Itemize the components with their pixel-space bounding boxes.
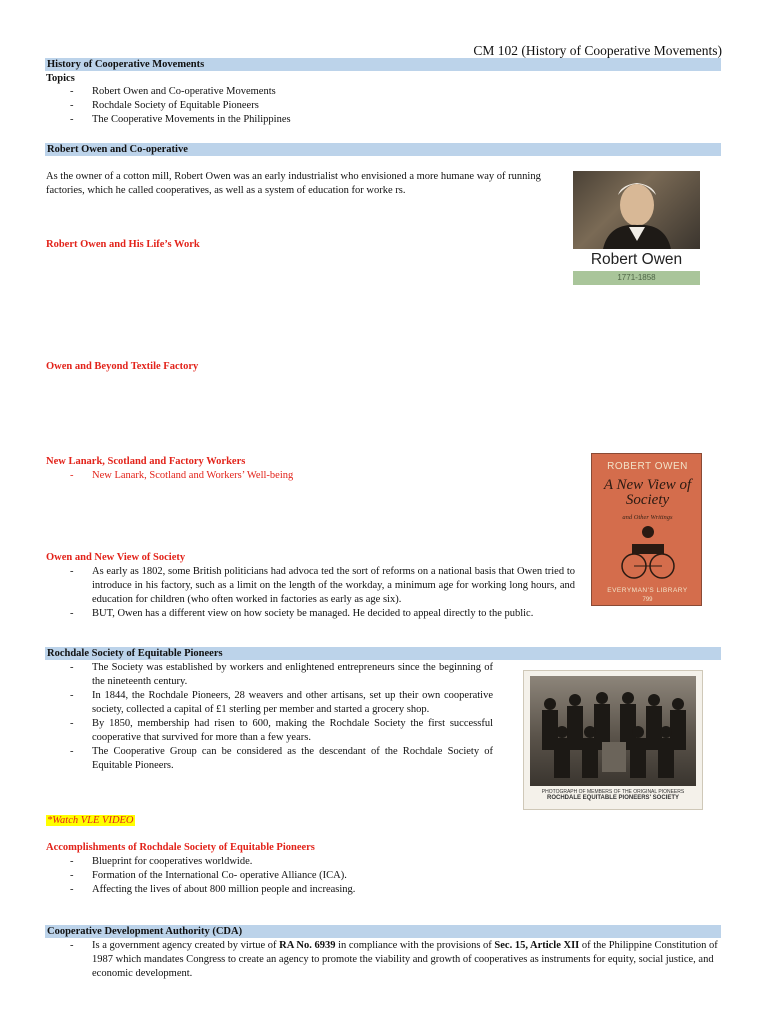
course-title: CM 102 (History of Cooperative Movements) — [473, 43, 722, 58]
portrait-photo — [573, 171, 700, 249]
watch-video-highlight: *Watch VLE VIDEO — [47, 815, 134, 826]
heading-accomplishments: Accomplishments of Rochdale Society of Equitable Pioneers — [46, 842, 315, 853]
topics-label: Topics — [46, 73, 75, 84]
book-author: ROBERT OWEN — [607, 461, 688, 472]
list-item: - As early as 1802, some British politicians had advoca ted the sort of reforms on a national basis that Owen tried to introduce in his factory, such as a limit on the length of the workday, a minimum age for working long hours, and education for children (who often worked in factories as early as age six). — [46, 565, 575, 607]
cda-section-ref: Sec. 15, Article XII — [494, 940, 580, 951]
caption-line-1: PHOTOGRAPH OF MEMBERS OF THE ORIGINAL PIONEERS — [541, 789, 685, 795]
list-item: - Affecting the lives of about 800 million people and increasing. — [46, 883, 566, 897]
cda-list — [46, 939, 722, 981]
list-item: - The Cooperative Movements in the Philippines — [46, 113, 526, 127]
rochdale-pioneers-photo — [523, 670, 703, 810]
portrait-dates: 1771-1858 — [573, 271, 700, 285]
group-photo-caption — [524, 789, 702, 801]
book-illustration — [620, 522, 676, 580]
owen-intro: As the owner of a cotton mill, Robert Owen was an early industrialist who envisioned a more humane way of running factories, which he called cooperatives, as well as a system of education for worke rs. — [46, 171, 541, 196]
topics-list — [46, 85, 526, 127]
list-item: - Robert Owen and Co-operative Movements — [46, 85, 526, 99]
list-item: - BUT, Owen has a different view on how society be managed. He decided to appeal directly to the public. — [46, 607, 575, 621]
list-item: - The Cooperative Group can be considered as the descendant of the Rochdale Society of Equitable Pioneers. — [46, 745, 493, 773]
group-photo-image — [530, 676, 696, 786]
list-item: - The Society was established by workers and enlightened entrepreneurs since the beginning of the nineteenth century. — [46, 661, 493, 689]
book-number: 799 — [642, 597, 653, 603]
rochdale-list — [46, 661, 493, 773]
heading-new-lanark: New Lanark, Scotland and Factory Workers — [46, 456, 246, 467]
list-item: - New Lanark, Scotland and Workers’ Well-being — [46, 469, 526, 483]
portrait-name: Robert Owen — [573, 249, 700, 271]
cda-text-b: in compliance with the provisions of — [335, 940, 495, 951]
new-lanark-list — [46, 469, 526, 483]
book-title: A New View of Society — [603, 477, 692, 508]
book-series: EVERYMAN'S LIBRARY — [607, 587, 688, 594]
list-item: - Blueprint for cooperatives worldwide. — [46, 855, 566, 869]
heading-new-view: Owen and New View of Society — [46, 552, 186, 563]
accomplishments-list — [46, 855, 566, 897]
list-item: - In 1844, the Rochdale Pioneers, 28 weavers and other artisans, set up their own cooperative society, collected a capital of £1 sterling per member and started a grocery shop. — [46, 689, 493, 717]
new-view-book-cover — [591, 453, 702, 606]
caption-line-2: ROCHDALE EQUITABLE PIONEERS' SOCIETY — [547, 795, 679, 801]
list-item: - By 1850, membership had risen to 600, making the Rochdale Society the first successful cooperative that survived for more than a few years. — [46, 717, 493, 745]
section-bar-owen: Robert Owen and Co-operative — [45, 143, 721, 156]
list-item — [46, 939, 722, 981]
watch-video-note — [46, 814, 135, 828]
section-bar-cda: Cooperative Development Authority (CDA) — [45, 925, 721, 938]
section-bar-history: History of Cooperative Movements — [45, 58, 721, 71]
heading-life-work: Robert Owen and His Life’s Work — [46, 239, 200, 250]
cda-ra-number: RA No. 6939 — [279, 940, 336, 951]
robert-owen-portrait — [573, 171, 700, 285]
cda-text-c: of the Philippine Constitution of 1987 which mandates Congress to create an agency to promote the viability and growth of cooperatives as instruments for equity, social justice, and economic development. — [92, 940, 718, 979]
heading-beyond-textile: Owen and Beyond Textile Factory — [46, 361, 199, 372]
new-view-list — [46, 565, 575, 621]
section-bar-rochdale: Rochdale Society of Equitable Pioneers — [45, 647, 721, 660]
list-item: - Rochdale Society of Equitable Pioneers — [46, 99, 526, 113]
book-subtitle: and Other Writings — [622, 514, 673, 521]
cda-text-a: Is a government agency created by virtue of — [92, 940, 280, 951]
list-item: - Formation of the International Co- operative Alliance (ICA). — [46, 869, 566, 883]
